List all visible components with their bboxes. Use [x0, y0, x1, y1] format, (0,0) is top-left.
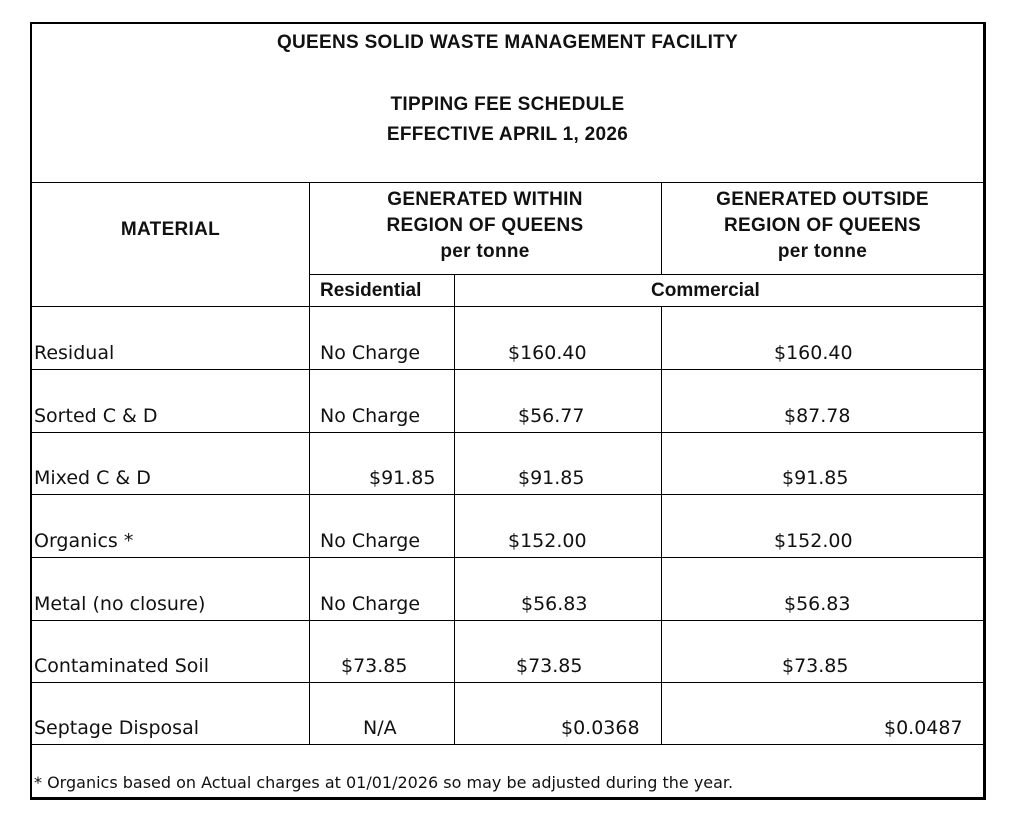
column-divider	[661, 306, 662, 744]
within-commercial-cell: $73.85	[516, 655, 583, 677]
residential-cell: No Charge	[320, 405, 421, 427]
within-header: GENERATED WITHIN REGION OF QUEENS per tonne	[386, 189, 584, 262]
row-divider	[32, 620, 984, 621]
footnote-divider	[32, 744, 984, 745]
residential-cell: $73.85	[341, 655, 408, 677]
outside-commercial-cell: $87.78	[784, 405, 851, 427]
row-divider	[32, 432, 984, 433]
within-commercial-cell: $152.00	[508, 530, 587, 552]
material-cell: Mixed C & D	[34, 467, 151, 489]
row-divider	[32, 682, 984, 683]
facility-title: QUEENS SOLID WASTE MANAGEMENT FACILITY	[276, 32, 739, 53]
residential-cell: No Charge	[320, 530, 421, 552]
residential-cell: No Charge	[320, 593, 421, 615]
residential-cell: $91.85	[369, 467, 436, 489]
schedule-title: TIPPING FEE SCHEDULE	[390, 94, 625, 115]
effective-date: EFFECTIVE APRIL 1, 2026	[386, 124, 629, 145]
header-divider	[32, 306, 984, 307]
material-cell: Sorted C & D	[34, 405, 158, 427]
residential-header: Residential	[320, 280, 422, 301]
title-divider	[32, 182, 984, 183]
outside-commercial-cell: $56.83	[784, 593, 851, 615]
outside-header: GENERATED OUTSIDE REGION OF QUEENS per tonne	[716, 189, 929, 262]
within-commercial-cell: $56.77	[518, 405, 585, 427]
column-divider	[454, 306, 455, 744]
row-divider	[32, 494, 984, 495]
material-cell: Residual	[34, 342, 115, 364]
footnote: * Organics based on Actual charges at 01/01/2026 so may be adjusted during the year.	[34, 773, 734, 792]
outside-commercial-cell: $152.00	[774, 530, 853, 552]
residential-cell: N/A	[363, 717, 397, 739]
outside-commercial-cell: $73.85	[782, 655, 849, 677]
outside-commercial-cell: $0.0487	[884, 717, 963, 739]
material-header: MATERIAL	[120, 219, 221, 240]
fee-schedule-table	[30, 22, 986, 800]
material-cell: Metal (no closure)	[34, 593, 206, 615]
column-divider	[309, 182, 310, 744]
row-divider	[32, 557, 984, 558]
outside-commercial-cell: $160.40	[774, 342, 853, 364]
row-divider	[32, 369, 984, 370]
within-commercial-cell: $0.0368	[561, 717, 640, 739]
within-commercial-cell: $91.85	[518, 467, 585, 489]
commercial-header: Commercial	[651, 280, 760, 301]
material-cell: Septage Disposal	[34, 717, 200, 739]
column-divider	[454, 274, 455, 306]
material-cell: Contaminated Soil	[34, 655, 209, 677]
within-commercial-cell: $56.83	[521, 593, 588, 615]
outside-commercial-cell: $91.85	[782, 467, 849, 489]
subheader-top-rule	[309, 274, 984, 275]
residential-cell: No Charge	[320, 342, 421, 364]
material-cell: Organics *	[34, 530, 134, 552]
within-commercial-cell: $160.40	[508, 342, 587, 364]
